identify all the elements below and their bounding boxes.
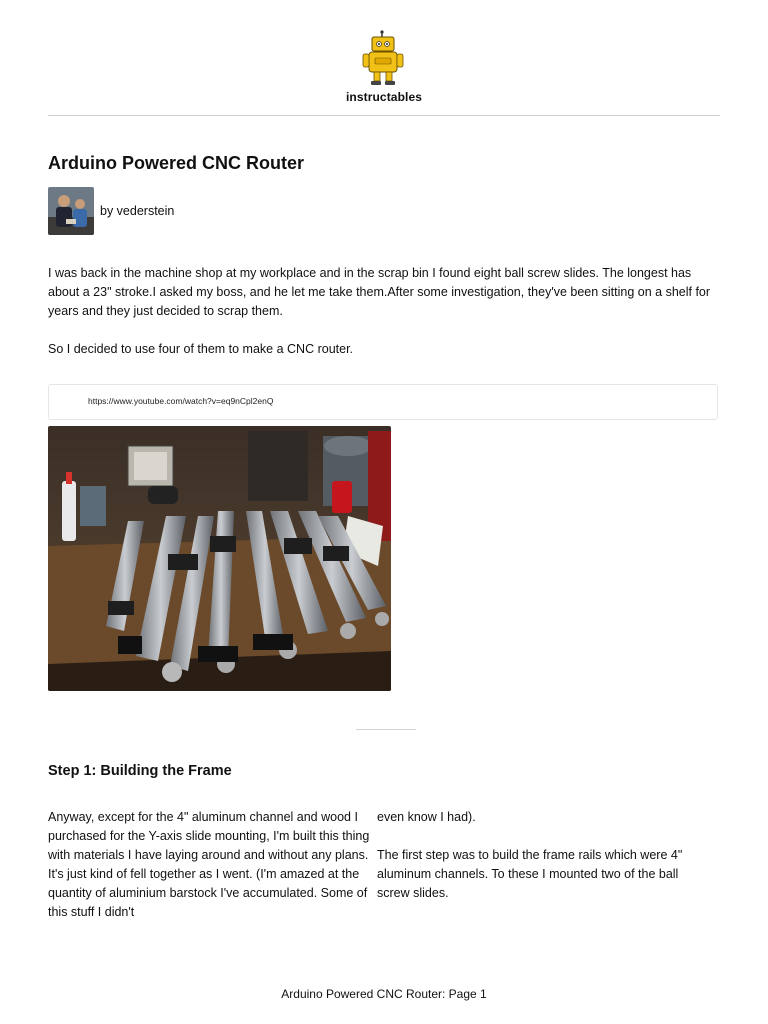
author-avatar[interactable] xyxy=(48,187,94,235)
ball-screw-slides-photo xyxy=(48,426,391,691)
section-divider xyxy=(356,729,416,730)
page-footer: Arduino Powered CNC Router: Page 1 xyxy=(281,987,487,1001)
header-divider xyxy=(48,115,720,116)
step-1-title: Step 1: Building the Frame xyxy=(48,763,232,779)
instructables-robot-logo-icon[interactable] xyxy=(360,30,408,88)
step-1-right-column xyxy=(377,808,697,903)
video-link[interactable]: https://www.youtube.com/watch?v=eq9nCpl2enQ xyxy=(88,396,274,406)
step-1-right-paragraph-1: even know I had). xyxy=(377,810,476,824)
step-1-right-paragraph-2: The first step was to build the frame rails which were 4" aluminum channels. To these I mounted two of the ball screw slides. xyxy=(377,848,683,900)
author-name[interactable]: by vederstein xyxy=(100,204,175,218)
intro-paragraph-1: I was back in the machine shop at my workplace and in the scrap bin I found eight ball screw slides. The longest has about a 23" stroke.I asked my boss, and he let me take them.After some investigation, they've been sitting on a shelf for years and they just decided to scrap them. xyxy=(48,266,711,318)
author-byline xyxy=(48,187,174,235)
article-title: Arduino Powered CNC Router xyxy=(48,153,305,173)
video-embed[interactable] xyxy=(48,384,718,420)
site-header xyxy=(0,30,768,104)
intro-paragraph-2: So I decided to use four of them to make a CNC router. xyxy=(48,342,354,356)
step-1-left-column: Anyway, except for the 4" aluminum channel and wood I purchased for the Y-axis slide mounting, I'm built this thing with materials I have laying around and without any plans. It's just kind of fell together as I went. (I'm amazed at the quantity of aluminium barstock I've accumulated. Some of this stuff I didn't xyxy=(48,810,370,919)
brand-name[interactable]: instructables xyxy=(346,90,422,104)
